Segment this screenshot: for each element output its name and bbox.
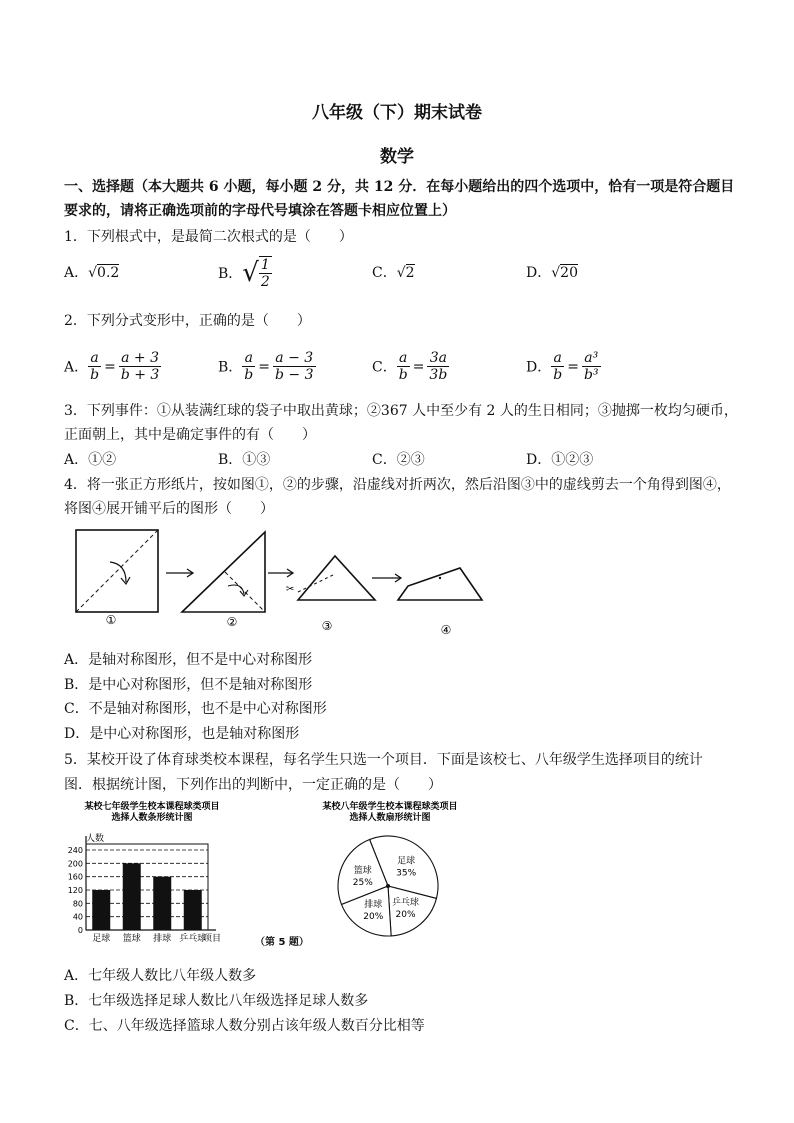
q1-stem: 1．下列根式中，是最简二次根式的是（ ） <box>64 229 353 245</box>
q2-b-left-den: b <box>244 367 254 383</box>
q2-a-left-den: b <box>90 367 100 383</box>
bar-ytick-label: 120 <box>67 886 83 895</box>
bar-xtick-label: 排球 <box>153 934 172 944</box>
pie-label-percent: 20% <box>363 912 384 923</box>
bar-chart-yticks <box>68 846 83 935</box>
section-heading-line1: 一、选择题（本大题共 6 小题，每小题 2 分，共 12 分．在每小题给出的四个选项中，恰有一项是符合题目 <box>64 179 735 195</box>
bar-chart-title-1: 某校七年级学生校本课程球类项目 <box>84 802 220 812</box>
fig-label-4: ④ <box>440 623 452 637</box>
bar-ytick-label: 40 <box>72 912 83 922</box>
q2-option-c-letter: C． <box>372 359 397 376</box>
pie-label-name: 排球 <box>364 900 383 911</box>
q1-option-a-letter: A． <box>64 265 89 281</box>
bar-1 <box>123 863 141 930</box>
bar-xtick-label: 乒乓球 <box>179 934 207 944</box>
pie-label-percent: 35% <box>396 868 417 879</box>
q4-option-b[interactable]: B．是中心对称图形，但不是轴对称图形 <box>64 677 313 693</box>
bar-2 <box>153 877 171 930</box>
bar-chart-xlabel: 项目 <box>203 934 222 944</box>
q3-option-d[interactable]: D．①②③ <box>526 452 594 468</box>
grade8-pie-chart <box>300 798 490 950</box>
fig-label-3: ③ <box>321 619 333 633</box>
q2-option-a[interactable] <box>64 350 161 383</box>
pie-label-percent: 25% <box>352 878 373 889</box>
q1-option-a[interactable] <box>64 262 119 282</box>
fig2-triangle <box>182 532 265 612</box>
bar-ytick-label: 240 <box>67 846 83 855</box>
q3-line1: 3．下列事件：①从装满红球的袋子中取出黄球；②367 人中至少有 2 人的生日相同；③抛掷一枚均匀硬币， <box>64 403 738 419</box>
q2-b-left-fraction <box>242 350 255 383</box>
equals-sign: = <box>104 358 116 375</box>
pie-label-percent: 20% <box>395 910 416 921</box>
q2-d-right-num: a³ <box>582 350 601 367</box>
bar-xtick-label: 足球 <box>92 934 111 944</box>
q4-line2: 将图④展开铺平后的图形（ ） <box>64 501 274 517</box>
q1-option-c[interactable] <box>372 262 415 282</box>
q2-d-right-den: b³ <box>583 367 599 383</box>
sqrt-symbol-icon: √ <box>88 265 98 281</box>
q3-option-b[interactable]: B．①③ <box>218 452 271 468</box>
sqrt-symbol-icon: √ <box>396 265 406 281</box>
bar-ytick-label: 160 <box>67 872 83 882</box>
pie-label-name: 足球 <box>397 856 416 867</box>
q2-option-b-letter: B． <box>218 359 243 376</box>
q1-option-d[interactable] <box>526 262 578 282</box>
q4-line1: 4．将一张正方形纸片，按如图①，②的步骤，沿虚线对折两次，然后沿图③中的虚线剪去一个角得到图④， <box>64 477 731 493</box>
sqrt-symbol-icon: √ <box>242 258 259 288</box>
q2-a-left-num: a <box>88 350 101 367</box>
pie-label-name: 乒乓球 <box>392 898 420 909</box>
q1-d-radicand: 20 <box>560 265 578 281</box>
q5-line2: 图．根据统计图，下列作出的判断中，一定正确的是（ ） <box>64 777 442 793</box>
q3-option-a[interactable]: A．①② <box>64 452 117 468</box>
pie-center-dot <box>386 884 390 888</box>
q2-c-right-fraction <box>427 350 449 383</box>
q4-option-d[interactable]: D．是中心对称图形，也是轴对称图形 <box>64 726 300 742</box>
bar-ytick-label: 0 <box>77 926 83 935</box>
fig-label-2: ② <box>226 615 238 629</box>
section-heading-line2: 要求的，请将正确选项前的字母代号填涂在答题卡相应位置上） <box>64 203 456 219</box>
q1-b-numerator: 1 <box>260 257 270 273</box>
q1-b-fraction <box>259 256 272 290</box>
bar-ytick-label: 200 <box>67 859 83 869</box>
q2-b-left-num: a <box>242 350 255 367</box>
equals-sign: = <box>412 358 425 375</box>
q2-stem: 2．下列分式变形中，正确的是（ ） <box>64 313 311 329</box>
q1-option-b[interactable] <box>218 256 272 290</box>
q2-option-c[interactable] <box>372 350 449 383</box>
q2-d-left-num: a <box>551 350 564 367</box>
page-title: 八年级（下）期末试卷 <box>312 103 482 123</box>
q1-option-c-letter: C． <box>372 265 397 281</box>
q2-option-d-letter: D． <box>526 359 552 376</box>
q3-line2: 正面朝上，其中是确定事件的有（ ） <box>64 427 316 443</box>
q5-option-c[interactable]: C．七、八年级选择篮球人数分别占该年级人数百分比相等 <box>64 1018 425 1034</box>
bar-3 <box>184 890 202 930</box>
q2-c-left-fraction <box>397 350 410 383</box>
q2-d-right-fraction <box>582 350 601 383</box>
q2-a-right-num: a + 3 <box>119 350 162 367</box>
q2-c-right-den: 3b <box>429 367 448 383</box>
q1-option-d-letter: D． <box>526 265 552 281</box>
q4-folding-figure <box>60 520 500 640</box>
equals-sign: = <box>258 358 270 375</box>
q2-b-right-fraction <box>273 350 316 383</box>
grade7-bar-chart <box>60 798 300 950</box>
pie-chart-title-2: 选择人数扇形统计图 <box>349 813 431 823</box>
q2-c-left-den: b <box>398 367 408 383</box>
q5-figure-caption: （第 5 题） <box>255 937 309 948</box>
q1-a-radicand: 0.2 <box>97 265 120 281</box>
q2-a-right-den: b + 3 <box>120 367 160 383</box>
fig-label-1: ① <box>105 613 117 627</box>
scissors-icon: ✂ <box>286 584 295 595</box>
q2-d-left-fraction <box>551 350 564 383</box>
pie-chart-title-1: 某校八年级学生校本课程球类项目 <box>322 802 458 812</box>
q2-d-left-den: b <box>553 367 563 383</box>
fig1-square <box>76 530 158 612</box>
q5-line1: 5．某校开设了体育球类校本课程，每名学生只选一个项目．下面是该校七、八年级学生选择项目的统计 <box>64 752 703 768</box>
equals-sign: = <box>567 358 579 375</box>
fig4-shape <box>398 568 482 600</box>
pie-label-name: 篮球 <box>353 866 372 877</box>
q4-option-c[interactable]: C．不是轴对称图形，也不是中心对称图形 <box>64 701 327 717</box>
q4-option-a[interactable]: A．是轴对称图形，但不是中心对称图形 <box>64 652 313 668</box>
bar-chart-title-2: 选择人数条形统计图 <box>111 813 193 823</box>
q2-c-right-num: 3a <box>427 350 449 367</box>
q1-b-denominator: 2 <box>260 274 270 290</box>
sqrt-symbol-icon: √ <box>551 265 561 281</box>
q2-option-a-letter: A． <box>64 359 89 376</box>
bar-ytick-label: 80 <box>72 899 83 909</box>
q1-option-b-letter: B． <box>218 266 243 282</box>
bar-0 <box>92 890 110 930</box>
q2-b-right-den: b − 3 <box>275 367 314 383</box>
bar-chart-xlabels <box>92 932 206 944</box>
q5-option-b[interactable]: B．七年级选择足球人数比八年级选择足球人数多 <box>64 993 369 1009</box>
q2-b-right-num: a − 3 <box>273 350 316 367</box>
q2-option-b[interactable] <box>218 350 316 383</box>
q2-a-right-fraction <box>119 350 162 383</box>
q3-option-c[interactable]: C．②③ <box>372 452 425 468</box>
q2-option-d[interactable] <box>526 350 601 383</box>
bar-xtick-label: 篮球 <box>122 934 141 944</box>
q1-c-radicand: 2 <box>405 265 415 281</box>
bar-chart-bars <box>92 863 202 930</box>
fig3-cut-triangle <box>286 556 375 600</box>
subject-title: 数学 <box>380 147 414 167</box>
bar-chart-ylabel: 人数 <box>86 834 105 844</box>
q2-a-left-fraction <box>88 350 101 383</box>
q2-c-left-num: a <box>397 350 410 367</box>
q5-option-a[interactable]: A．七年级人数比八年级人数多 <box>64 968 257 984</box>
